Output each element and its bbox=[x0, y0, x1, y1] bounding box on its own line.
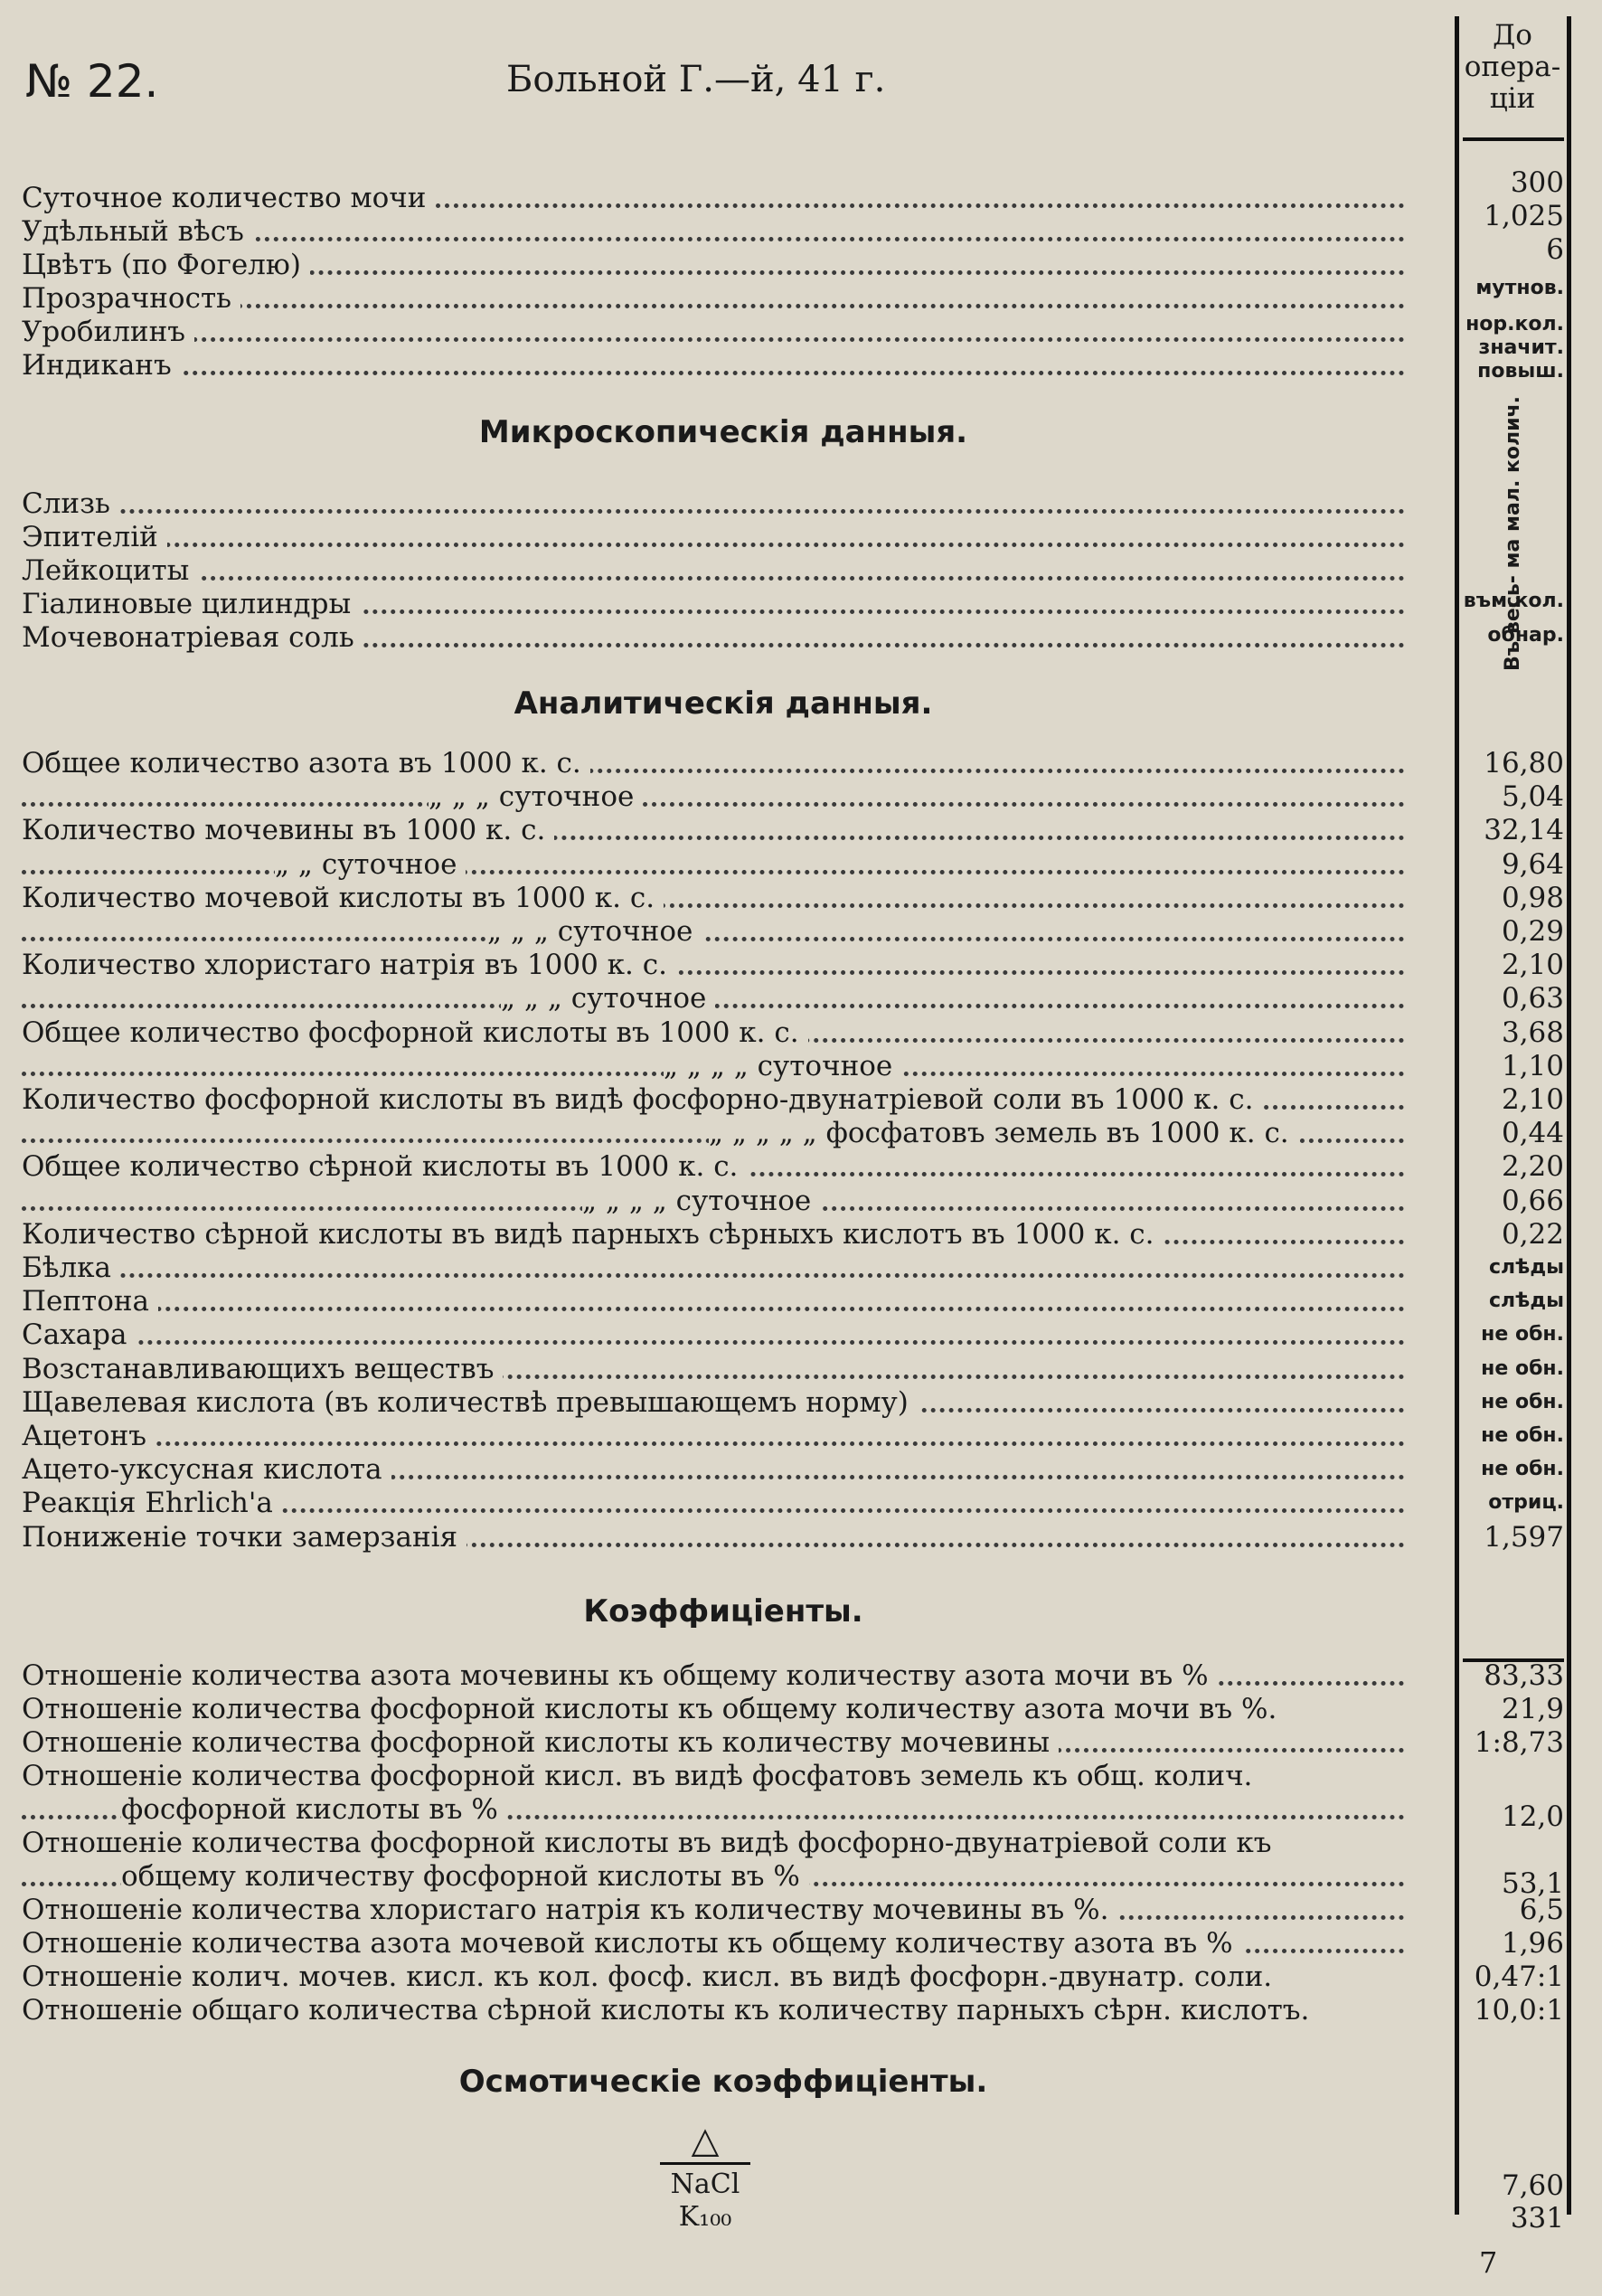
row-label-text: Цвѣтъ (по Фогелю) bbox=[22, 249, 310, 281]
micro-rotated-text: Въ весь- ма мал. колич. bbox=[1502, 395, 1524, 672]
row-label bbox=[22, 553, 1405, 588]
row-value: 0,66 bbox=[1501, 1184, 1564, 1217]
row-value: въм.кол. bbox=[1463, 590, 1564, 612]
row-label-text: Количество мочевины въ 1000 к. с. bbox=[22, 814, 554, 846]
row-label bbox=[22, 813, 1405, 847]
row-label-text: Общее количество азота въ 1000 к. с. bbox=[22, 747, 590, 780]
row-label-text: Отношеніе количества фосфорной кисл. въ видѣ фосфатовъ земель къ общ. колич. bbox=[22, 1760, 1261, 1792]
row-value: 5,04 bbox=[1501, 780, 1564, 814]
row-label bbox=[22, 1116, 1405, 1150]
row-label bbox=[22, 746, 1405, 780]
row-label-text: Количество хлористаго натрія въ 1000 к. с. bbox=[22, 949, 676, 981]
row-value: 21,9 bbox=[1501, 1693, 1564, 1725]
fraction-rule bbox=[660, 2162, 750, 2165]
row-label bbox=[22, 1284, 1405, 1318]
row-label-text: фосфорной кислоты въ % bbox=[121, 1793, 507, 1826]
row-label-text: Пониженіе точки замерзанія bbox=[22, 1521, 466, 1554]
row-label bbox=[22, 1993, 1405, 2027]
row-label bbox=[22, 1452, 1405, 1487]
row-label bbox=[22, 1149, 1405, 1184]
dot-leader bbox=[22, 1273, 1405, 1278]
row-label bbox=[22, 248, 1405, 282]
dot-leader bbox=[22, 802, 1405, 807]
row-label-text: „ „ „ „ суточное bbox=[582, 1185, 820, 1217]
row-label-text: Отношеніе количества фосфорной кислоты въ видѣ фосфорно-двунатріевой соли къ bbox=[22, 1827, 1280, 1859]
row-label-text: общему количеству фосфорной кислоты въ % bbox=[121, 1860, 809, 1893]
row-label-text: Ацетонъ bbox=[22, 1420, 155, 1452]
row-label-text: Отношеніе количества фосфорной кислоты къ количеству мочевины bbox=[22, 1726, 1059, 1759]
row-value: 0,98 bbox=[1501, 881, 1564, 914]
row-value: 1,10 bbox=[1501, 1049, 1564, 1082]
row-label bbox=[22, 1184, 1405, 1218]
row-label-text: Отношеніе количества азота мочевой кислоты къ общему количеству азота въ % bbox=[22, 1927, 1242, 1960]
row-value: 3,68 bbox=[1501, 1016, 1564, 1049]
dot-leader bbox=[22, 1307, 1405, 1311]
row-label bbox=[22, 981, 1405, 1016]
row-value: 10,0:1 bbox=[1474, 1994, 1564, 2027]
column-border-right bbox=[1567, 16, 1571, 2215]
row-label bbox=[22, 281, 1405, 316]
row-label-text: Ацето-уксусная кислота bbox=[22, 1453, 391, 1486]
row-label-text: Общее количество сѣрной кислоты въ 1000 к. с. bbox=[22, 1150, 747, 1183]
k-label: K₁₀₀ bbox=[678, 2201, 732, 2233]
section-heading: Аналитическія данныя. bbox=[514, 685, 933, 722]
row-value: 1,96 bbox=[1501, 1927, 1564, 1960]
row-value: 53,1 bbox=[1501, 1867, 1564, 1900]
row-value: 0,29 bbox=[1501, 915, 1564, 948]
row-label-text: Количество сѣрной кислоты въ видѣ парныхъ сѣрныхъ кислотъ въ 1000 к. с. bbox=[22, 1218, 1164, 1251]
dot-leader bbox=[22, 870, 1405, 874]
row-label-text: „ „ „ суточное bbox=[487, 915, 702, 948]
row-label-text: Индиканъ bbox=[22, 349, 181, 382]
row-label bbox=[22, 1520, 1405, 1554]
row-value: не обн. bbox=[1481, 1458, 1564, 1481]
row-label bbox=[22, 1725, 1405, 1760]
row-label bbox=[22, 1658, 1405, 1693]
row-label bbox=[22, 1486, 1405, 1520]
row-label-text: „ „ „ суточное bbox=[429, 780, 643, 813]
row-value: не обн. bbox=[1481, 1323, 1564, 1346]
row-label bbox=[22, 520, 1405, 554]
row-label bbox=[22, 315, 1405, 349]
row-label-text: Отношеніе общаго количества сѣрной кислоты къ количеству парныхъ сѣрн. кислотъ. bbox=[22, 1994, 1318, 2027]
row-value: не обн. bbox=[1481, 1390, 1564, 1413]
row-label bbox=[22, 1217, 1405, 1252]
delta-icon: △ bbox=[691, 2120, 720, 2161]
row-label bbox=[22, 587, 1405, 621]
case-number: № 22. bbox=[25, 55, 159, 108]
row-label-text: „ „ „ „ „ фосфатовъ земель въ 1000 к. с. bbox=[709, 1117, 1298, 1149]
row-value: мутнов. bbox=[1475, 277, 1564, 299]
row-value: 1,597 bbox=[1484, 1520, 1564, 1554]
row-label-text: Слизь bbox=[22, 487, 119, 520]
row-label bbox=[22, 1692, 1405, 1726]
row-value: 12,0 bbox=[1501, 1800, 1564, 1833]
row-label-text: Реакція Ehrlich'a bbox=[22, 1487, 282, 1519]
column-border-left bbox=[1455, 16, 1459, 2215]
row-label bbox=[22, 847, 1405, 882]
row-label bbox=[22, 1792, 1405, 1827]
row-label-text: Пептона bbox=[22, 1285, 158, 1318]
row-label-text: Лейкоциты bbox=[22, 554, 198, 587]
row-label-text: Щавелевая кислота (въ количествѣ превышающемъ норму) bbox=[22, 1386, 918, 1419]
row-value: 0,63 bbox=[1501, 982, 1564, 1016]
dot-leader bbox=[22, 371, 1405, 375]
row-label bbox=[22, 914, 1405, 949]
row-label bbox=[22, 1352, 1405, 1386]
row-label-text: Бѣлка bbox=[22, 1252, 120, 1284]
row-value: 9,64 bbox=[1501, 847, 1564, 881]
row-label bbox=[22, 487, 1405, 521]
row-value: 1:8,73 bbox=[1474, 1726, 1564, 1759]
row-label-text: „ „ суточное bbox=[275, 848, 466, 881]
row-value: значит. повыш. bbox=[1477, 336, 1564, 383]
row-label bbox=[22, 1016, 1405, 1050]
row-label-text: „ „ „ „ суточное bbox=[664, 1050, 901, 1082]
row-label-text: Отношеніе количества фосфорной кислоты къ общему количеству азота мочи въ %. bbox=[22, 1693, 1286, 1725]
row-value: не обн. bbox=[1481, 1424, 1564, 1447]
section-heading: Микроскопическія данныя. bbox=[478, 414, 968, 450]
osmotic-value-2: 331 bbox=[1510, 2202, 1564, 2235]
section-heading: Осмотическіе коэффиціенты. bbox=[458, 2064, 988, 2100]
row-label bbox=[22, 181, 1405, 215]
dot-leader bbox=[22, 1340, 1405, 1345]
row-label-text: Гіалиновые цилиндры bbox=[22, 588, 360, 620]
dot-leader bbox=[22, 1441, 1405, 1446]
column-header-line: опера- bbox=[1464, 51, 1561, 83]
row-label bbox=[22, 214, 1405, 249]
row-label-text: Отношеніе колич. мочев. кисл. къ кол. фосф. кисл. въ видѣ фосфорн.-двунатр. соли. bbox=[22, 1961, 1281, 1993]
column-header-line: До bbox=[1493, 19, 1532, 52]
column-header bbox=[1463, 20, 1562, 115]
row-value: 6 bbox=[1546, 233, 1564, 266]
row-value: слѣды bbox=[1488, 1290, 1564, 1313]
dot-leader bbox=[22, 576, 1405, 581]
row-value: 300 bbox=[1510, 166, 1564, 199]
row-label-text: Мочевонатріевая соль bbox=[22, 621, 363, 654]
row-label bbox=[22, 1251, 1405, 1285]
row-label-text: Отношеніе количества азота мочевины къ общему количеству азота мочи въ % bbox=[22, 1659, 1218, 1692]
row-value: обнар. bbox=[1487, 624, 1564, 647]
row-value: нор.кол. bbox=[1465, 313, 1564, 335]
row-label-text: Уробилинъ bbox=[22, 316, 194, 348]
row-label-text: „ „ „ суточное bbox=[501, 982, 715, 1015]
row-value: 83,33 bbox=[1484, 1659, 1564, 1692]
row-value: 2,10 bbox=[1501, 1083, 1564, 1116]
row-value: не обн. bbox=[1481, 1356, 1564, 1380]
row-label bbox=[22, 620, 1405, 655]
dot-leader bbox=[22, 337, 1405, 342]
row-label-text: Количество мочевой кислоты въ 1000 к. с. bbox=[22, 882, 664, 914]
row-label bbox=[22, 1859, 1405, 1894]
row-label-text: Удѣльный вѣсъ bbox=[22, 215, 253, 248]
section-heading: Коэффиціенты. bbox=[583, 1593, 863, 1630]
nacl-label: NaCl bbox=[670, 2168, 740, 2200]
row-value: 16,80 bbox=[1484, 747, 1564, 780]
row-label bbox=[22, 881, 1405, 915]
row-value: 6,5 bbox=[1519, 1894, 1564, 1926]
row-label bbox=[22, 1419, 1405, 1453]
row-label-text: Отношеніе количества хлористаго натрія къ количеству мочевины въ %. bbox=[22, 1894, 1117, 1926]
row-label bbox=[22, 1082, 1405, 1117]
patient-title: Больной Г.—й, 41 г. bbox=[506, 59, 886, 100]
row-value: 2,10 bbox=[1501, 949, 1564, 982]
row-label bbox=[22, 1049, 1405, 1083]
row-value: 0,22 bbox=[1501, 1217, 1564, 1251]
row-label bbox=[22, 1960, 1405, 1994]
column-header-line: ціи bbox=[1489, 82, 1536, 115]
dot-leader bbox=[22, 937, 1405, 941]
row-label-text: Эпителій bbox=[22, 521, 167, 553]
row-value: слѣды bbox=[1488, 1256, 1564, 1279]
row-label bbox=[22, 1826, 1405, 1860]
row-label-text: Возстанавливающихъ веществъ bbox=[22, 1353, 503, 1385]
row-label bbox=[22, 780, 1405, 814]
row-value: 0,44 bbox=[1501, 1117, 1564, 1150]
row-label bbox=[22, 1318, 1405, 1352]
row-label bbox=[22, 1926, 1405, 1961]
dot-leader bbox=[22, 543, 1405, 547]
row-value: 32,14 bbox=[1484, 814, 1564, 847]
osmotic-formula bbox=[660, 2121, 750, 2234]
row-label-text: Прозрачность bbox=[22, 282, 240, 315]
row-value: 0,47:1 bbox=[1474, 1961, 1564, 1993]
osmotic-value-1: 7,60 bbox=[1501, 2169, 1564, 2202]
row-value: 2,20 bbox=[1501, 1150, 1564, 1184]
row-label bbox=[22, 1893, 1405, 1927]
row-label-text: Сахара bbox=[22, 1318, 137, 1351]
dot-leader bbox=[22, 509, 1405, 514]
row-label bbox=[22, 948, 1405, 982]
row-label bbox=[22, 348, 1405, 383]
column-header-rule bbox=[1463, 137, 1564, 141]
row-label-text: Общее количество фосфорной кислоты въ 1000 к. с. bbox=[22, 1016, 808, 1049]
page-number: 7 bbox=[1479, 2245, 1498, 2280]
row-value: отриц. bbox=[1488, 1491, 1564, 1515]
row-label-text: Количество фосфорной кислоты въ видѣ фосфорно-двунатріевой соли въ 1000 к. с. bbox=[22, 1083, 1262, 1116]
row-label-text: Суточное количество мочи bbox=[22, 182, 435, 214]
row-value: 1,025 bbox=[1484, 200, 1564, 232]
row-label bbox=[22, 1759, 1405, 1793]
row-label bbox=[22, 1385, 1405, 1420]
